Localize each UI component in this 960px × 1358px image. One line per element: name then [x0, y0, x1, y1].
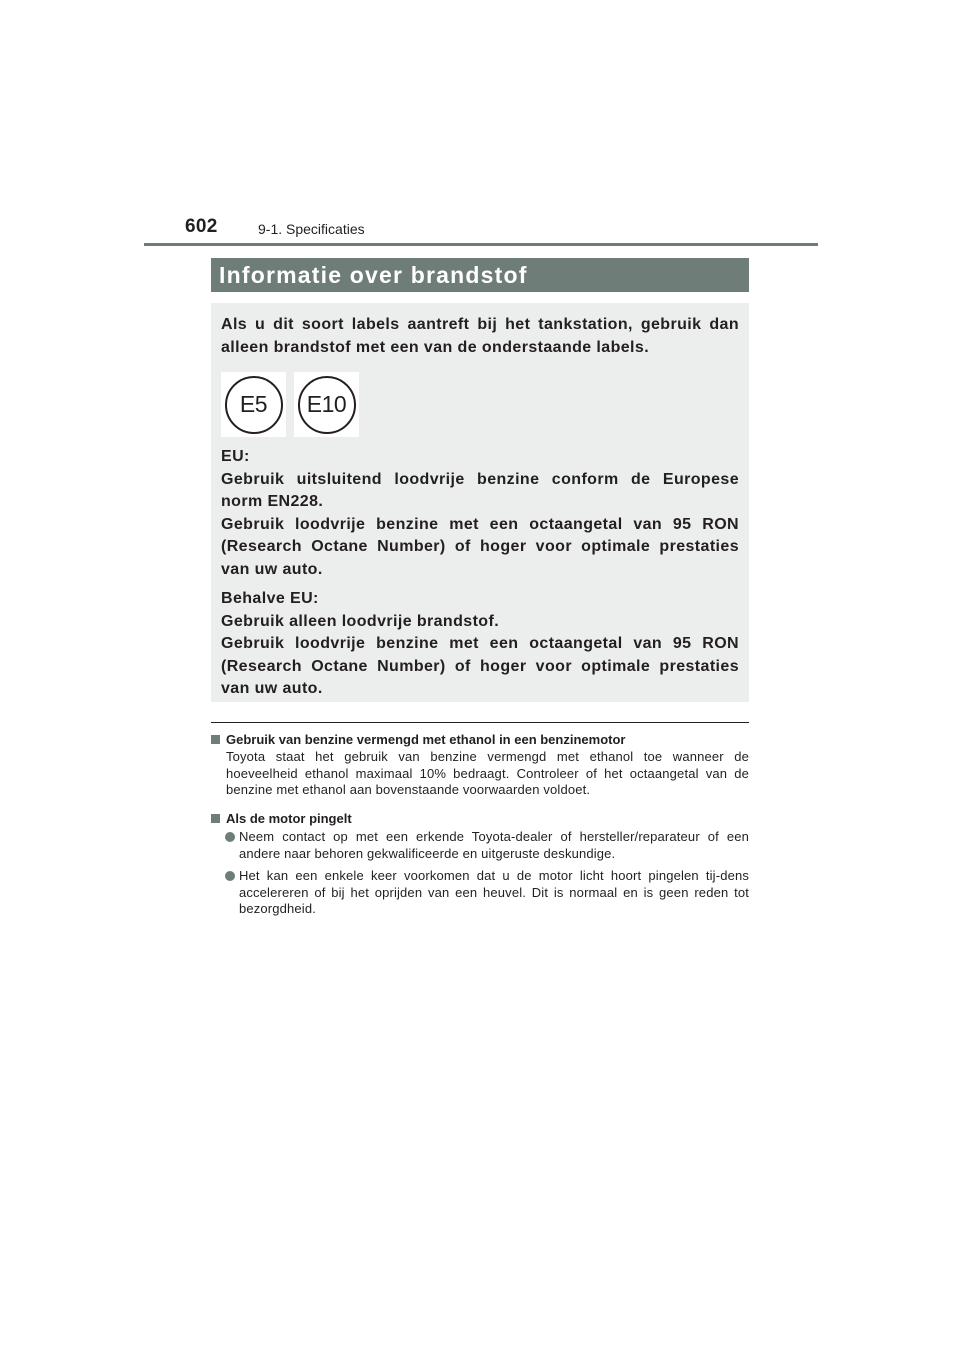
section-heading-text: Gebruik van benzine vermengd met ethanol in een benzinemotor	[226, 732, 626, 747]
fuel-label-e5	[221, 372, 286, 437]
round-bullet-icon	[225, 871, 235, 881]
fuel-notice-box	[211, 303, 749, 702]
non-eu-line-1: Gebruik alleen loodvrije brandstof.	[221, 612, 500, 630]
section-label: 9-1. Specificaties	[258, 221, 365, 237]
non-eu-heading: Behalve EU:	[221, 590, 319, 607]
title-bar	[211, 258, 749, 292]
square-bullet-icon	[211, 735, 220, 744]
fuel-label-ring	[298, 376, 356, 434]
page-title: Informatie over brandstof	[219, 262, 528, 288]
square-bullet-icon	[211, 814, 220, 823]
section-heading	[211, 810, 749, 827]
body-rule	[211, 722, 749, 723]
section-body-text: Toyota staat het gebruik van benzine vermengd met ethanol toe wanneer de hoeveelheid ethanol maximaal 10% bedraagt. Controleer of het octaangetal van de benzine met ethanol aan bovenstaande voorwaarden voldoet.	[226, 749, 749, 797]
list-item-text: Het kan een enkele keer voorkomen dat u de motor licht hoort pingelen tij-dens accelereren of bij het oprijden van een heuvel. Dit is normaal en is geen reden tot bezorgdheid.	[239, 868, 749, 916]
fuel-label-ring	[225, 376, 283, 434]
fuel-labels-row	[221, 372, 739, 437]
page-number: 602	[185, 216, 218, 237]
eu-heading: EU:	[221, 448, 250, 465]
fuel-label-text: E10	[306, 391, 347, 417]
round-bullet-icon	[225, 832, 235, 842]
ethanol-section	[211, 731, 749, 799]
section-heading	[211, 731, 749, 748]
non-eu-line-2: Gebruik loodvrije benzine met een octaangetal van 95 RON (Research Octane Number) of hoger voor optimale prestaties van uw auto.	[221, 635, 739, 697]
list-item	[211, 868, 749, 918]
eu-line-2: Gebruik loodvrije benzine met een octaangetal van 95 RON (Research Octane Number) of hoger voor optimale prestaties van uw auto.	[221, 515, 739, 578]
list-item	[211, 829, 749, 862]
header-rule	[144, 243, 818, 246]
eu-line-1: Gebruik uitsluitend loodvrije benzine conform de Europese norm EN228.	[221, 470, 739, 510]
section-heading-text: Als de motor pingelt	[226, 811, 352, 826]
knocking-section	[211, 810, 749, 918]
notice-intro: Als u dit soort labels aantreft bij het tankstation, gebruik dan alleen brandstof met een van de onderstaande labels.	[221, 316, 739, 356]
fuel-label-e10	[294, 372, 359, 437]
fuel-label-text: E5	[239, 391, 268, 417]
list-item-text: Neem contact op met een erkende Toyota-dealer of hersteller/reparateur of een andere naar behoren gekwalificeerde en uitgeruste deskundige.	[239, 829, 749, 861]
